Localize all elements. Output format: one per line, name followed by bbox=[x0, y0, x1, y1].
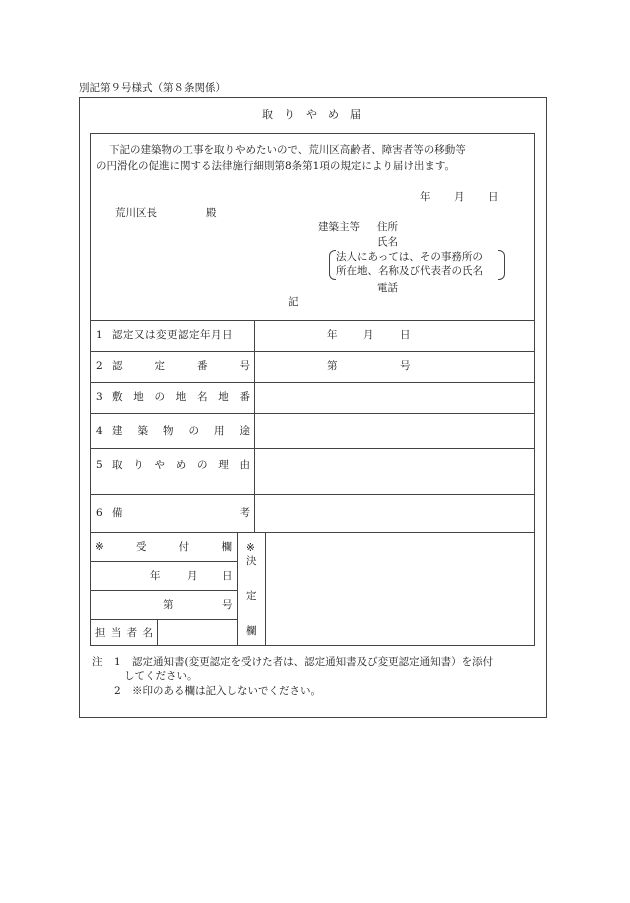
notes-prefix: 注 bbox=[92, 656, 103, 668]
person-in-charge-label: 担 当 者 名 bbox=[95, 627, 153, 639]
decision-char-3: 欄 bbox=[246, 625, 257, 637]
row-value-month: 月 bbox=[363, 329, 374, 341]
date-month: 月 bbox=[454, 191, 465, 203]
name-label: 氏名 bbox=[377, 236, 398, 248]
row-number: 5 bbox=[96, 459, 103, 471]
corp-note-left-brace bbox=[329, 250, 336, 280]
date-year: 年 bbox=[420, 191, 431, 203]
phone-label: 電話 bbox=[377, 282, 398, 294]
note-1-line-2: してください。 bbox=[124, 670, 198, 682]
honorific: 殿 bbox=[206, 207, 217, 219]
row-number: 6 bbox=[96, 507, 103, 519]
corp-note-line-1: 法人にあっては、その事務所の bbox=[336, 251, 483, 263]
corp-note-right-brace bbox=[498, 250, 505, 280]
decision-char-1: 決 bbox=[246, 555, 257, 567]
reception-year: 年 bbox=[150, 570, 161, 582]
row-number: 1 bbox=[96, 329, 103, 341]
row-value-dai: 第 bbox=[327, 360, 338, 372]
decision-char-2: 定 bbox=[246, 590, 257, 602]
row-label: 認 定 番 号 bbox=[112, 360, 250, 372]
reception-gou: 号 bbox=[222, 599, 233, 611]
reception-right-border bbox=[237, 532, 238, 646]
reception-day: 日 bbox=[222, 570, 233, 582]
reception-dai: 第 bbox=[163, 599, 174, 611]
intro-line-1: 下記の建築物の工事を取りやめたいので、荒川区高齢者、障害者等の移動等 bbox=[109, 144, 466, 156]
addressee: 荒川区長 bbox=[115, 207, 157, 219]
note-1-line-1: 認定通知書(変更認定を受けた者は、認定通知書及び変更認定通知書）を添付 bbox=[132, 656, 494, 668]
row-label: 認定又は変更認定年月日 bbox=[112, 329, 233, 341]
row-number: 3 bbox=[96, 391, 103, 403]
address-label: 住所 bbox=[377, 221, 398, 233]
form-title: 取 り や め 届 bbox=[262, 108, 361, 121]
note-1-number: 1 bbox=[114, 656, 121, 668]
decision-right-border bbox=[265, 532, 266, 646]
row-divider bbox=[254, 320, 255, 532]
note-2-text: ※印のある欄は記入しないでください。 bbox=[132, 685, 321, 697]
row-label: 建 築 物 の 用 途 bbox=[112, 425, 250, 437]
corp-note-line-2: 所在地、名称及び代表者の氏名 bbox=[336, 265, 483, 277]
decision-mark: ※ bbox=[246, 542, 255, 554]
row-label: 取 り や め の 理 由 bbox=[112, 459, 250, 471]
reception-header: ※ 受 付 欄 bbox=[95, 541, 232, 553]
row-value-year: 年 bbox=[327, 329, 338, 341]
row-label: 備 考 bbox=[112, 507, 250, 519]
row-value-day: 日 bbox=[400, 329, 411, 341]
row-value-gou: 号 bbox=[400, 360, 411, 372]
reception-month: 月 bbox=[187, 570, 198, 582]
row-label: 敷 地 の 地 名 地 番 bbox=[112, 391, 250, 403]
row-number: 2 bbox=[96, 360, 103, 372]
form-reference: 別記第９号様式（第８条関係） bbox=[79, 82, 226, 94]
date-day: 日 bbox=[488, 191, 499, 203]
row-number: 4 bbox=[96, 425, 103, 437]
owner-label: 建築主等 bbox=[318, 221, 360, 233]
ki-heading: 記 bbox=[288, 296, 299, 308]
intro-line-2: の円滑化の促進に関する法律施行細則第8条第1項の規定により届け出ます。 bbox=[96, 160, 456, 172]
note-2-number: 2 bbox=[114, 685, 121, 697]
